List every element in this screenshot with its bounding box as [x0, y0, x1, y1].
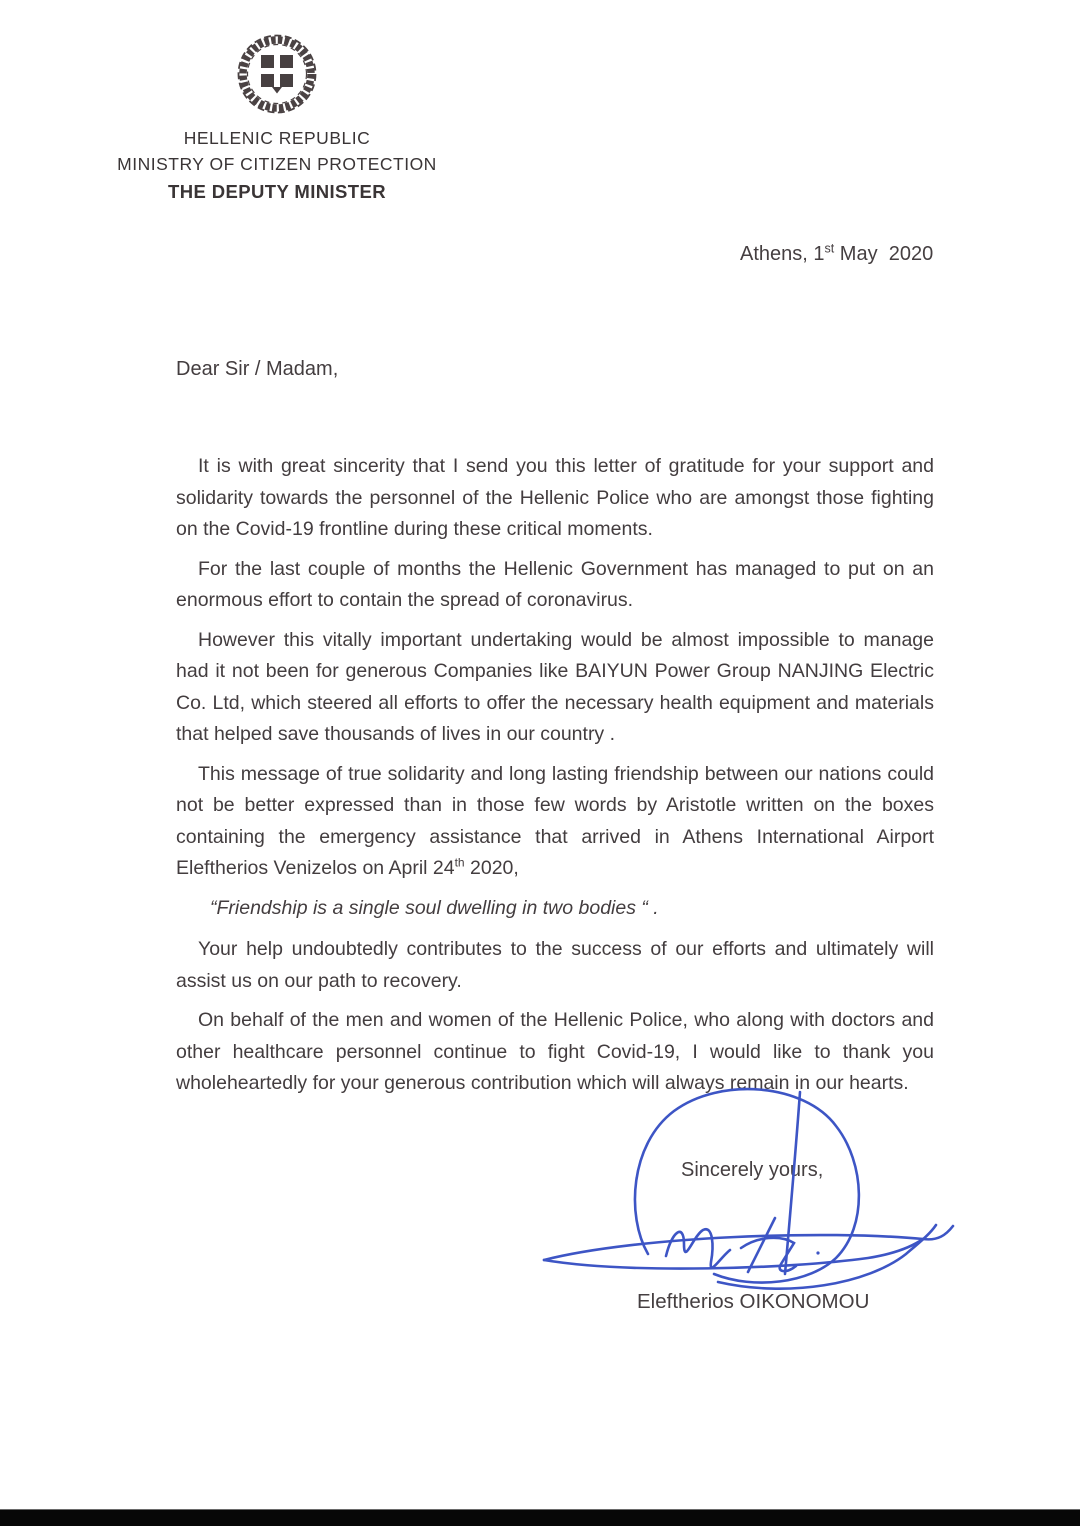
salutation: Dear Sir / Madam, [176, 358, 339, 380]
letterhead [116, 34, 438, 205]
date-ordinal: th [454, 855, 465, 870]
dateline-rest: May 2020 [834, 243, 934, 265]
paragraph: However this vitally important undertaking would be almost impossible to manage had it not been for generous Companies like BAIYUN Power Group NANJING Electric Co. Ltd, which steered all efforts to offer the necessary health equipment and materials that helped save thousands of lives in our country . [176, 628, 934, 745]
dateline-ordinal: st [824, 241, 835, 256]
hellenic-coat-of-arms-icon [237, 34, 317, 119]
letterhead-ministry: MINISTRY OF CITIZEN PROTECTION [117, 154, 437, 174]
dateline-text: Athens, 1 [740, 243, 825, 265]
letter-body [176, 451, 934, 1108]
paragraph-text: This message of true solidarity and long lasting friendship between our nations could not be better expressed than in those few words by Aristotle written on the boxes containing the emergency assistance that arrived in Athens International Airport Eleftherios Venizelos on April 24 [176, 762, 934, 879]
scan-footer-bar [0, 1509, 1080, 1526]
paragraph: On behalf of the men and women of the Hellenic Police, who along with doctors and other healthcare personnel continue to fight Covid-19, I would like to thank you wholeheartedly for your generous contribution which will always remain in our hearts. [176, 1009, 934, 1094]
letterhead-country: HELLENIC REPUBLIC [183, 128, 371, 148]
letterhead-office: THE DEPUTY MINISTER [168, 181, 386, 202]
handwritten-signature-icon [538, 1086, 968, 1301]
paragraph: Your help undoubtedly contributes to the success of our efforts and ultimately will assist us on our path to recovery. [176, 938, 934, 992]
paragraph-text: 2020, [464, 857, 519, 879]
paragraph: It is with great sincerity that I send you this letter of gratitude for your support and solidarity towards the personnel of the Hellenic Police who are amongst those fighting on the Covid-19 frontline during these critical moments. [176, 455, 934, 540]
paragraph [176, 759, 934, 885]
aristotle-quote: “Friendship is a single soul dwelling in two bodies “ . [210, 896, 659, 919]
paragraph: For the last couple of months the Hellenic Government has managed to put on an enormous effort to contain the spread of coronavirus. [176, 557, 934, 611]
signatory-name: Eleftherios OIKONOMOU [637, 1290, 870, 1313]
closing-salutation: Sincerely yours, [681, 1159, 824, 1181]
dateline [740, 243, 933, 266]
